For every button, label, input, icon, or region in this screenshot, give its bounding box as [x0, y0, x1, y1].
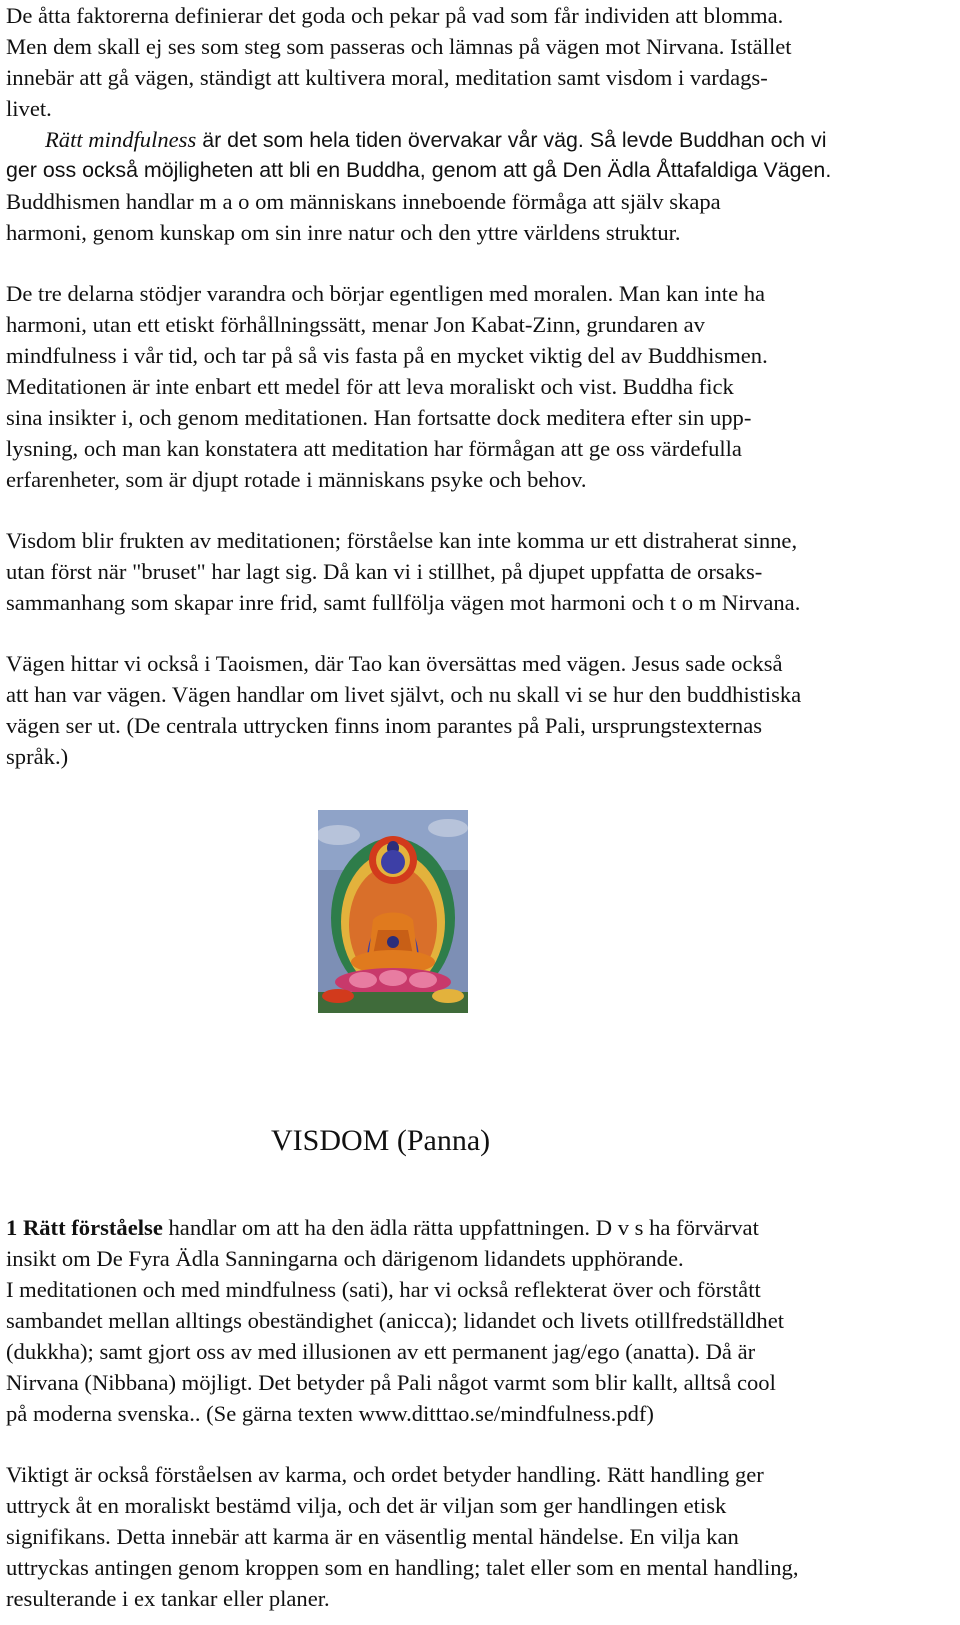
text-line: sina insikter i, och genom meditationen. Han fortsatte dock meditera efter sin upp-: [6, 405, 752, 430]
text-line: att han var vägen. Vägen handlar om livet självt, och nu skall vi se hur den buddhistiska: [6, 682, 802, 707]
text-line: sambandet mellan alltings obeständighet (anicca); lidandet och livets otillfredställdhet: [6, 1308, 784, 1333]
text-line: Meditationen är inte enbart ett medel för att leva moraliskt och vist. Buddha fick: [6, 374, 734, 399]
right-understanding-rest: handlar om att ha den ädla rätta uppfattningen. D v s ha förvärvat: [162, 1215, 759, 1240]
text-line: Viktigt är också förståelsen av karma, och ordet betyder handling. Rätt handling ger: [6, 1462, 764, 1487]
medicine-buddha-image: [318, 810, 468, 1013]
text-line: Nirvana (Nibbana) möjligt. Det betyder på Pali något varmt som blir kallt, alltså cool: [6, 1370, 776, 1395]
text-line: insikt om De Fyra Ädla Sanningarna och därigenom lidandets upphörande.: [6, 1246, 684, 1271]
mindfulness-line: [45, 124, 826, 155]
text-line: livet.: [6, 96, 52, 121]
text-line: resulterande i ex tankar eller planer.: [6, 1586, 330, 1611]
text-line: erfarenheter, som är djupt rotade i människans psyke och behov.: [6, 467, 587, 492]
text-line: harmoni, genom kunskap om sin inre natur och den yttre världens struktur.: [6, 220, 681, 245]
text-line: uttryck åt en moraliskt bestämd vilja, och det är viljan som ger handlingen etisk: [6, 1493, 727, 1518]
text-line: sammanhang som skapar inre frid, samt fullfölja vägen mot harmoni och t o m Nirvana.: [6, 590, 801, 615]
text-line: Vägen hittar vi också i Taoismen, där Tao kan översättas med vägen. Jesus sade också: [6, 651, 783, 676]
text-line: De åtta faktorerna definierar det goda och pekar på vad som får individen att blomma.: [6, 3, 784, 28]
text-line: uttryckas antingen genom kroppen som en handling; talet eller som en mental handling,: [6, 1555, 799, 1580]
text-line: Buddhismen handlar m a o om människans inneboende förmåga att själv skapa: [6, 189, 721, 214]
section-heading: VISDOM (Panna): [271, 1124, 491, 1157]
text-line: på moderna svenska.. (Se gärna texten www.ditttao.se/mindfulness.pdf): [6, 1401, 654, 1426]
mindfulness-phrase: Rätt mindfulness: [45, 127, 197, 152]
text-line: Visdom blir frukten av meditationen; förståelse kan inte komma ur ett distraherat sinne,: [6, 528, 798, 553]
text-line: I meditationen och med mindfulness (sati), har vi också reflekterat över och förstått: [6, 1277, 761, 1302]
mindfulness-rest: är det som hela tiden övervakar vår väg.: [196, 128, 584, 152]
right-understanding-title: 1 Rätt förståelse: [6, 1215, 163, 1240]
text-line: lysning, och man kan konstatera att meditation har förmågan att ge oss värdefulla: [6, 436, 742, 461]
right-understanding-line: [6, 1212, 759, 1243]
text-line: språk.): [6, 744, 69, 769]
text-line: harmoni, utan ett etiskt förhållningssätt, menar Jon Kabat-Zinn, grundaren av: [6, 312, 705, 337]
text-line: vägen ser ut. (De centrala uttrycken finns inom parantes på Pali, ursprungstexternas: [6, 713, 763, 738]
mindfulness-continuation: Så levde Buddhan och vi: [583, 128, 827, 152]
text-line: (dukkha); samt gjort oss av med illusionen av ett permanent jag/ego (anatta). Då är: [6, 1339, 756, 1364]
medicine-buddha-icon: [318, 810, 468, 1013]
text-line: Men dem skall ej ses som steg som passeras och lämnas på vägen mot Nirvana. Istället: [6, 34, 792, 59]
text-line: innebär att gå vägen, ständigt att kultivera moral, meditation samt visdom i vardags-: [6, 65, 768, 90]
text-line: De tre delarna stödjer varandra och börjar egentligen med moralen. Man kan inte ha: [6, 281, 766, 306]
text-line: signifikans. Detta innebär att karma är en väsentlig mental händelse. En vilja kan: [6, 1524, 739, 1549]
text-line: mindfulness i vår tid, och tar på så vis fasta på en mycket viktig del av Buddhismen.: [6, 343, 768, 368]
text-line: utan först när "bruset" har lagt sig. Då kan vi i stillhet, på djupet uppfatta de orsaks-: [6, 559, 763, 584]
text-line: ger oss också möjligheten att bli en Buddha, genom att gå Den Ädla Åttafaldiga Vägen.: [6, 158, 832, 182]
